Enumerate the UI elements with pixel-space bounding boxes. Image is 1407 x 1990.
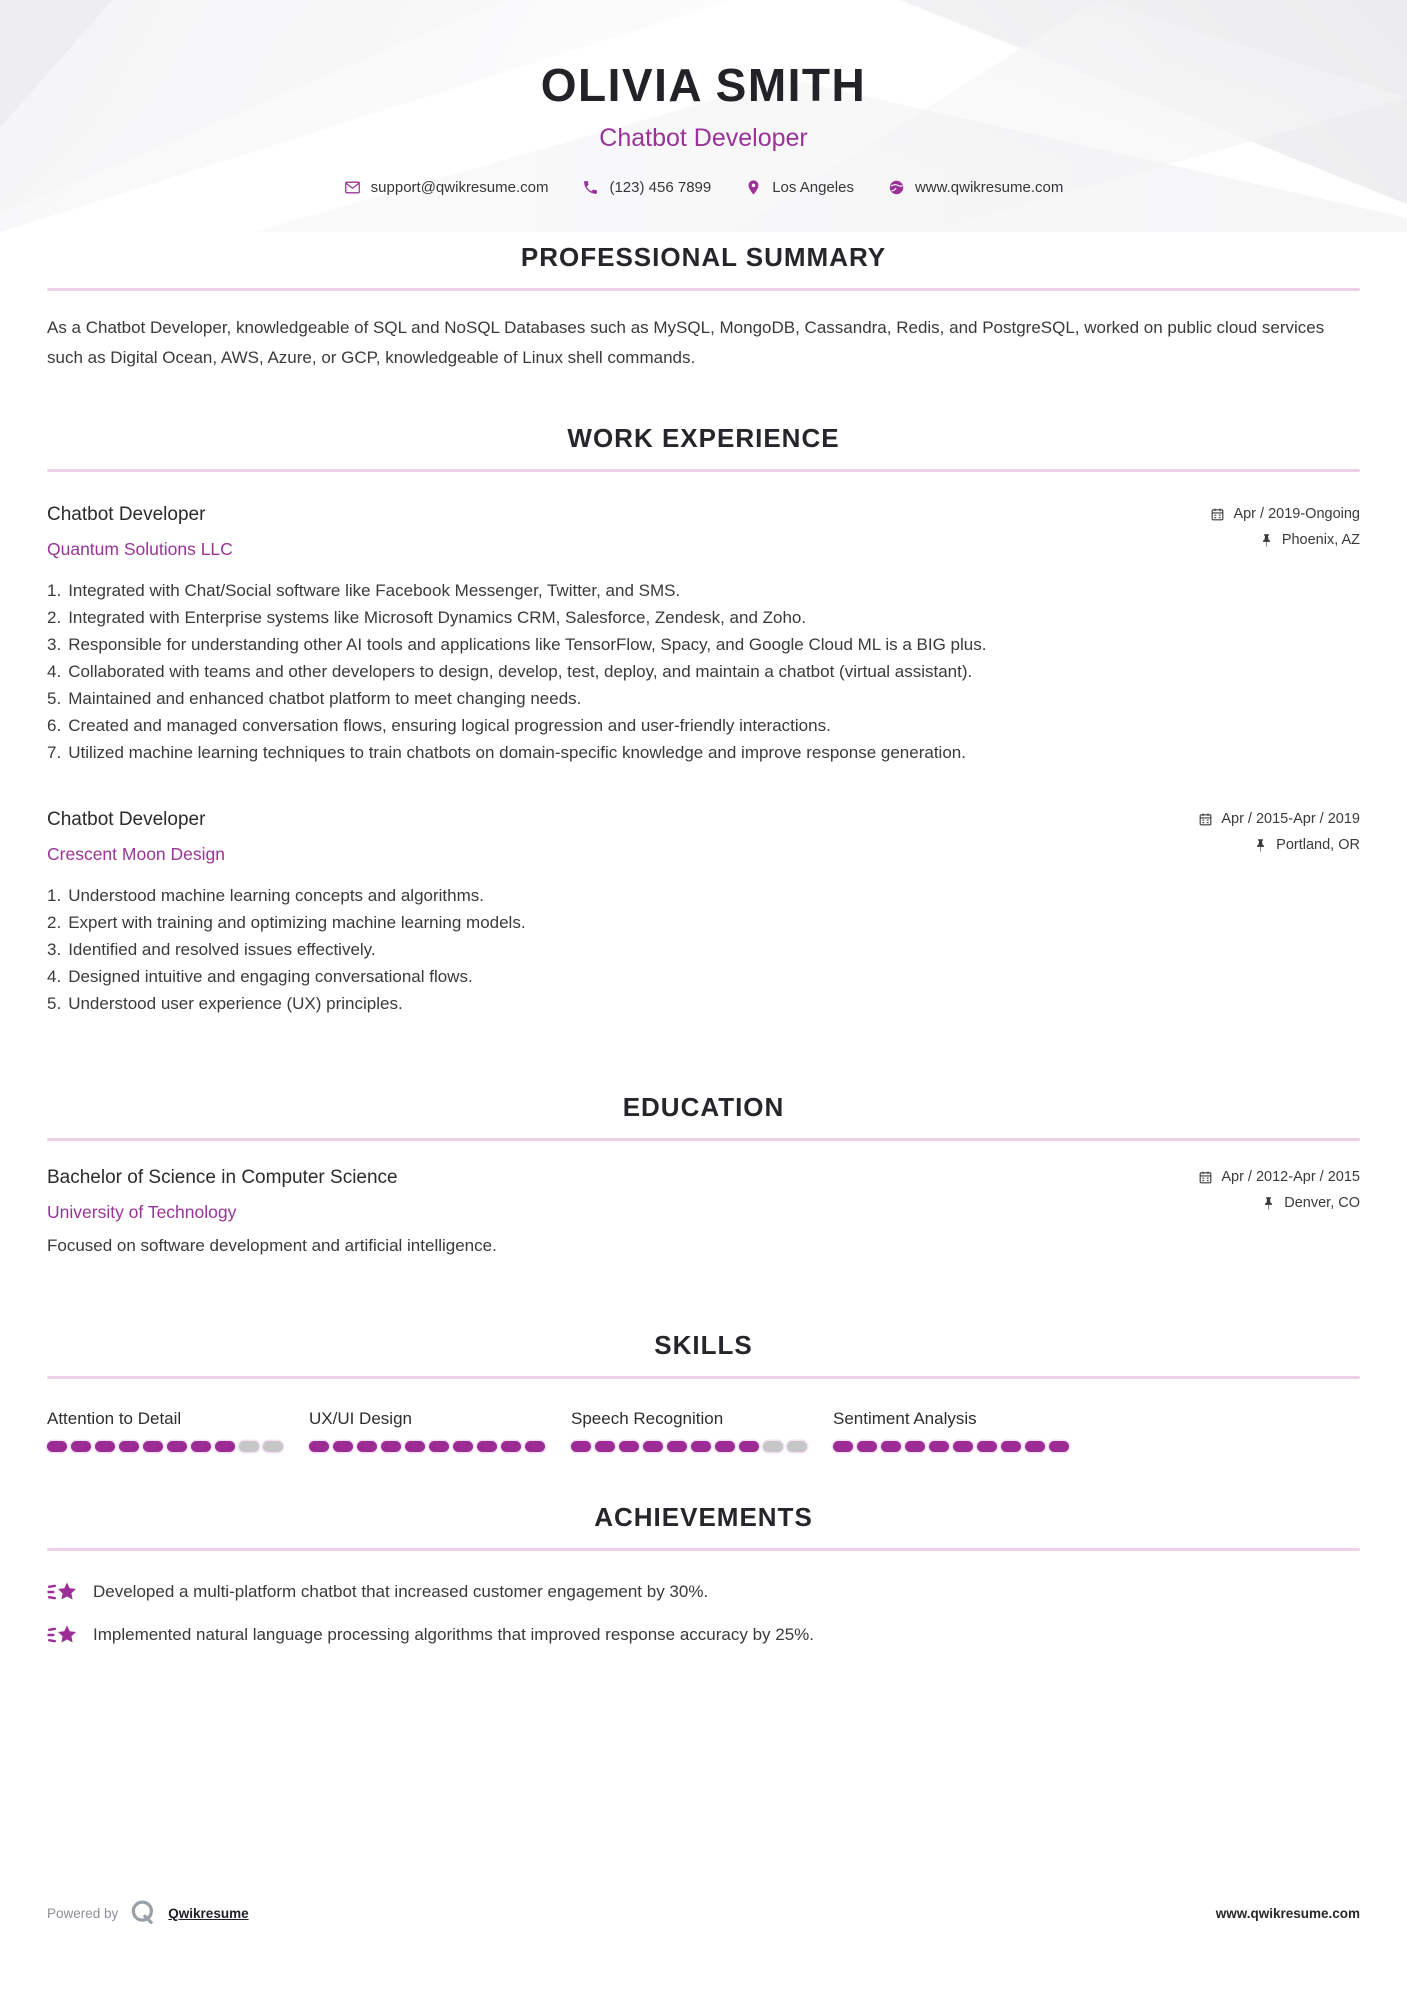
skill-level-segment — [357, 1441, 377, 1452]
job-dates — [1198, 811, 1360, 827]
section-professional-summary — [47, 242, 1360, 373]
skill-level-segment — [167, 1441, 187, 1452]
section-education — [47, 1092, 1360, 1256]
globe-icon — [888, 179, 905, 196]
skill-level-segment — [691, 1441, 711, 1452]
pushpin-icon — [1261, 1196, 1276, 1211]
achievement-text: Developed a multi-platform chatbot that increased customer engagement by 30%. — [93, 1582, 709, 1601]
education-location — [1261, 1195, 1360, 1211]
job-bullet: Designed intuitive and engaging conversational flows. — [68, 967, 473, 986]
work-heading: WORK EXPERIENCE — [567, 423, 840, 453]
job-company: Quantum Solutions LLC — [47, 539, 233, 559]
skill-level-segment — [905, 1441, 925, 1452]
education-school: University of Technology — [47, 1202, 237, 1222]
qwikresume-logo-icon — [128, 1898, 158, 1928]
skill-level-segment — [953, 1441, 973, 1452]
pushpin-icon — [1259, 533, 1274, 548]
skills-heading: SKILLS — [654, 1330, 753, 1360]
job-bullet: Understood user experience (UX) principles. — [68, 994, 403, 1013]
section-skills — [47, 1330, 1360, 1452]
skill-level-segment — [929, 1441, 949, 1452]
job-dates-text: Apr / 2019-Ongoing — [1233, 506, 1360, 522]
skill-level-segment — [833, 1441, 853, 1452]
skill-level-segment — [263, 1441, 283, 1452]
job-location — [1259, 532, 1360, 548]
skill-level-segment — [381, 1441, 401, 1452]
achievements-heading: ACHIEVEMENTS — [594, 1502, 813, 1532]
skill-level-segment — [1001, 1441, 1021, 1452]
skill-level-segment — [239, 1441, 259, 1452]
skill-level-segment — [715, 1441, 735, 1452]
skill-level-segment — [95, 1441, 115, 1452]
skill-level-segment — [309, 1441, 329, 1452]
job-bullet: Identified and resolved issues effectively. — [68, 940, 376, 959]
section-divider — [47, 1138, 1360, 1141]
education-description: Focused on software development and artificial intelligence. — [47, 1236, 497, 1255]
summary-text: As a Chatbot Developer, knowledgeable of SQL and NoSQL Databases such as MySQL, MongoDB, Cassandra, Redis, and PostgreSQL, worked on public cloud services such as Digital Ocean, AWS, Azure, or GCP, knowledgeable of Linux shell commands. — [47, 318, 1325, 367]
skill-level-segment — [333, 1441, 353, 1452]
skill-level-segment — [763, 1441, 783, 1452]
job-entry-2 — [47, 809, 1360, 1014]
skill-level-segment — [405, 1441, 425, 1452]
skill-item — [309, 1409, 571, 1452]
section-divider — [47, 288, 1360, 291]
contact-phone — [582, 179, 711, 196]
job-bullet-list — [47, 885, 1360, 1014]
skill-level-segment — [619, 1441, 639, 1452]
education-location-text: Denver, CO — [1284, 1195, 1360, 1211]
contact-website[interactable] — [888, 179, 1063, 196]
skill-level-segment — [881, 1441, 901, 1452]
job-location-text: Portland, OR — [1276, 837, 1360, 853]
section-work-experience — [47, 423, 1360, 1014]
contact-phone-text: (123) 456 7899 — [609, 179, 712, 196]
skill-level-segment — [571, 1441, 591, 1452]
skill-level-segment — [501, 1441, 521, 1452]
pushpin-icon — [1253, 838, 1268, 853]
job-location — [1253, 837, 1360, 853]
education-dates — [1198, 1169, 1360, 1185]
location-pin-icon — [745, 179, 762, 196]
job-bullet: Integrated with Chat/Social software like Facebook Messenger, Twitter, and SMS. — [68, 581, 681, 600]
job-dates — [1210, 506, 1360, 522]
footer-website[interactable]: www.qwikresume.com — [1215, 1905, 1360, 1921]
job-bullet: Understood machine learning concepts and algorithms. — [68, 886, 484, 905]
education-heading: EDUCATION — [622, 1092, 785, 1122]
skill-level-segment — [787, 1441, 807, 1452]
skill-level-segment — [667, 1441, 687, 1452]
email-icon — [344, 179, 361, 196]
skill-name: Sentiment Analysis — [833, 1409, 977, 1428]
section-achievements — [47, 1502, 1360, 1648]
resume-header — [0, 0, 1407, 232]
skill-level-segment — [47, 1441, 67, 1452]
skill-level-segment — [1025, 1441, 1045, 1452]
achievements-list — [47, 1579, 1360, 1648]
skill-level-segment — [143, 1441, 163, 1452]
job-company: Crescent Moon Design — [47, 844, 225, 864]
education-degree: Bachelor of Science in Computer Science — [47, 1167, 398, 1188]
skill-level-segment — [215, 1441, 235, 1452]
skill-level-segment — [71, 1441, 91, 1452]
calendar-icon — [1210, 507, 1225, 522]
candidate-name: OLIVIA SMITH — [540, 59, 867, 111]
skill-level-bar — [833, 1441, 1095, 1452]
shooting-star-icon — [47, 1579, 79, 1605]
powered-by-label: Powered by — [47, 1905, 119, 1921]
page-footer — [47, 1898, 1360, 1928]
contact-email-text: support@qwikresume.com — [370, 179, 549, 196]
calendar-icon — [1198, 812, 1213, 827]
shooting-star-icon — [47, 1622, 79, 1648]
skill-level-bar — [571, 1441, 833, 1452]
job-dates-text: Apr / 2015-Apr / 2019 — [1221, 811, 1360, 827]
skill-name: UX/UI Design — [309, 1409, 412, 1428]
contact-location — [745, 179, 854, 196]
skill-level-segment — [191, 1441, 211, 1452]
skill-level-segment — [595, 1441, 615, 1452]
job-entry-1 — [47, 504, 1360, 763]
skill-level-segment — [977, 1441, 997, 1452]
skill-level-bar — [47, 1441, 309, 1452]
skill-level-segment — [119, 1441, 139, 1452]
skill-name: Attention to Detail — [47, 1409, 182, 1428]
section-divider — [47, 1376, 1360, 1379]
skill-name: Speech Recognition — [571, 1409, 724, 1428]
skill-item — [47, 1409, 309, 1452]
section-divider — [47, 1548, 1360, 1551]
section-divider — [47, 469, 1360, 472]
skill-level-segment — [453, 1441, 473, 1452]
job-bullet: Collaborated with teams and other developers to design, develop, test, deploy, and maintain a chatbot (virtual assistant). — [68, 662, 973, 681]
job-bullet: Integrated with Enterprise systems like Microsoft Dynamics CRM, Salesforce, Zendesk, and Zoho. — [68, 608, 807, 627]
achievement-item — [47, 1622, 1360, 1648]
phone-icon — [582, 179, 599, 196]
achievement-item — [47, 1579, 1360, 1605]
contact-email[interactable] — [344, 179, 549, 196]
job-title: Chatbot Developer — [47, 809, 206, 830]
contact-row — [0, 179, 1407, 196]
skill-level-segment — [525, 1441, 545, 1452]
skill-level-segment — [477, 1441, 497, 1452]
skill-level-segment — [1049, 1441, 1069, 1452]
job-bullet: Expert with training and optimizing machine learning models. — [68, 913, 526, 932]
job-bullet-list — [47, 580, 1360, 763]
skill-level-segment — [429, 1441, 449, 1452]
candidate-job-title: Chatbot Developer — [599, 124, 808, 152]
education-dates-text: Apr / 2012-Apr / 2015 — [1221, 1169, 1360, 1185]
job-bullet: Created and managed conversation flows, ensuring logical progression and user-friendly interactions. — [68, 716, 831, 735]
skill-level-segment — [857, 1441, 877, 1452]
qwikresume-link[interactable]: Qwikresume — [168, 1905, 249, 1921]
job-bullet: Responsible for understanding other AI tools and applications like TensorFlow, Spacy, and Google Cloud ML is a BIG plus. — [68, 635, 987, 654]
achievement-text: Implemented natural language processing algorithms that improved response accuracy by 25%. — [93, 1625, 815, 1644]
skill-item — [833, 1409, 1095, 1452]
job-bullet: Maintained and enhanced chatbot platform to meet changing needs. — [68, 689, 582, 708]
skill-level-segment — [643, 1441, 663, 1452]
job-location-text: Phoenix, AZ — [1281, 532, 1360, 548]
contact-location-text: Los Angeles — [772, 179, 854, 196]
summary-heading: PROFESSIONAL SUMMARY — [520, 242, 887, 272]
job-bullet: Utilized machine learning techniques to train chatbots on domain-specific knowledge and improve response generation. — [68, 743, 966, 762]
skill-level-segment — [739, 1441, 759, 1452]
skill-level-bar — [309, 1441, 571, 1452]
skills-grid — [47, 1409, 1360, 1452]
skill-item — [571, 1409, 833, 1452]
contact-website-text: www.qwikresume.com — [914, 179, 1064, 196]
calendar-icon — [1198, 1170, 1213, 1185]
job-title: Chatbot Developer — [47, 504, 206, 525]
